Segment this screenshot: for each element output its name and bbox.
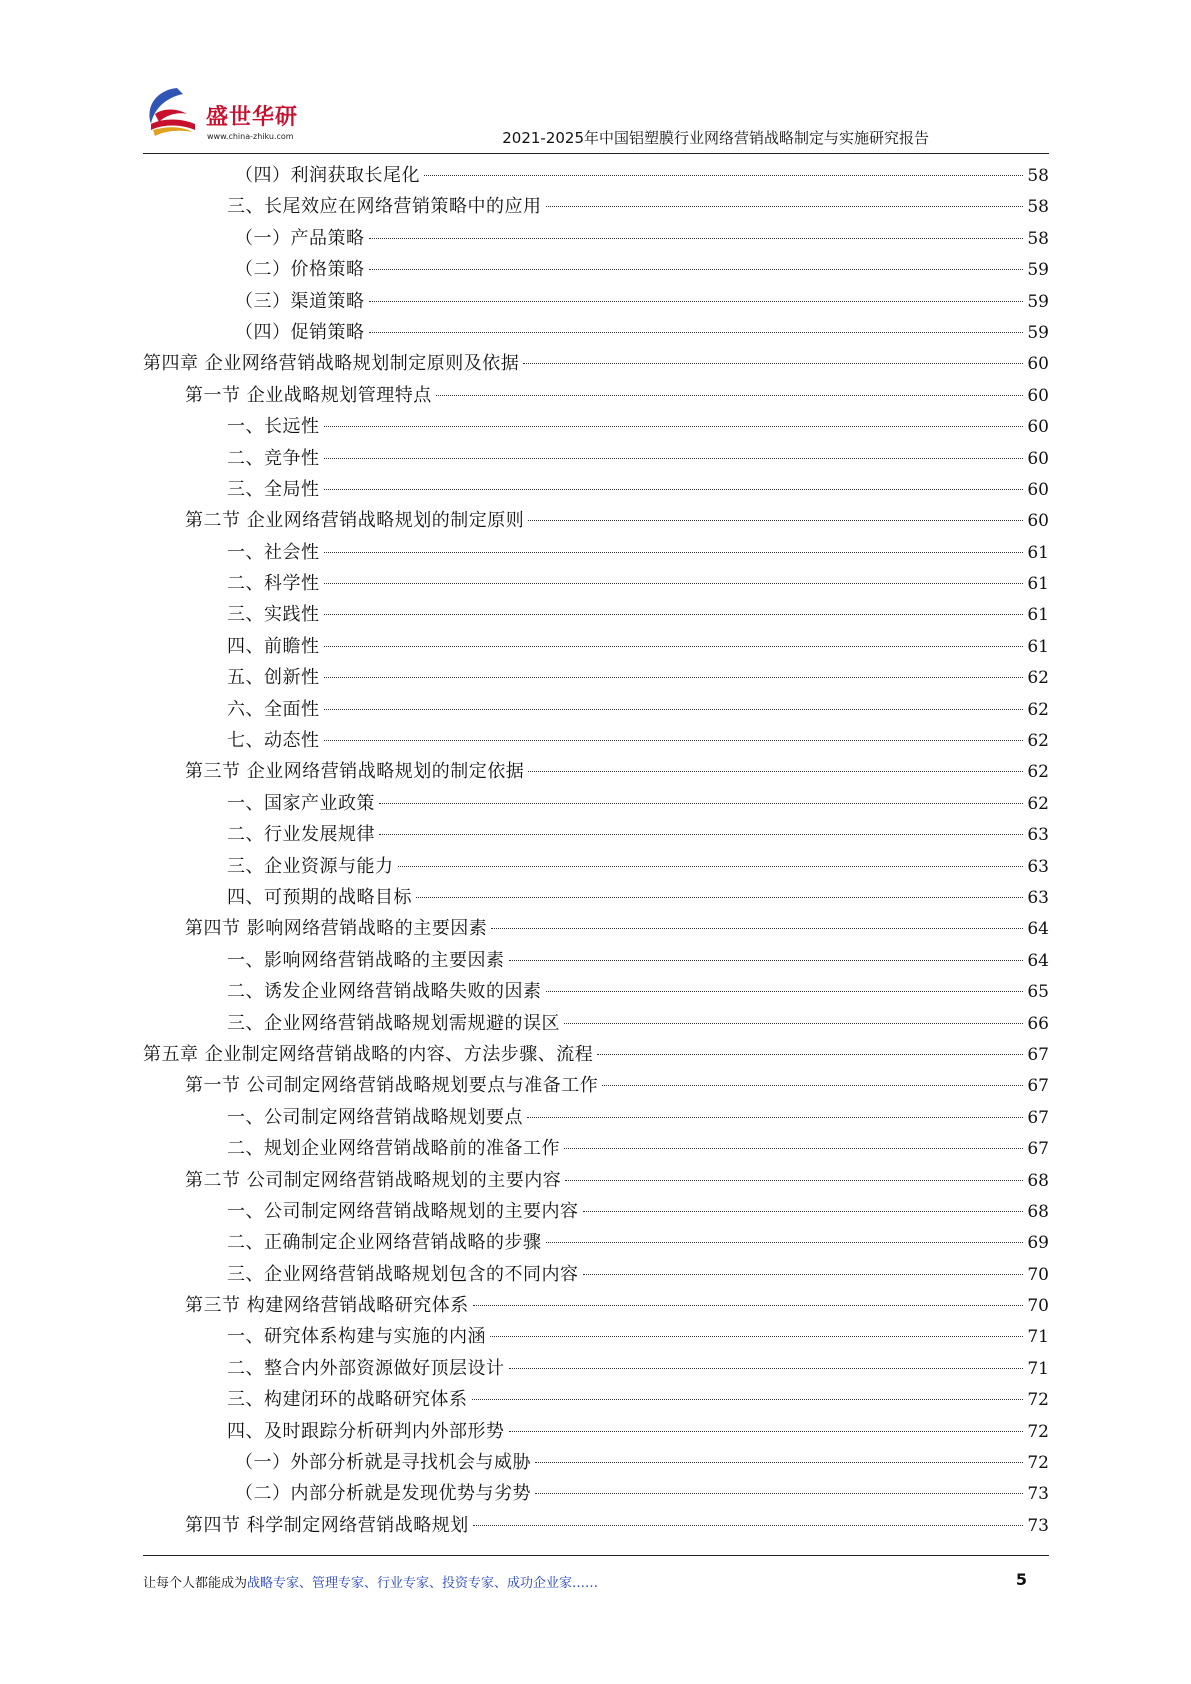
toc-dot-leader — [546, 991, 1024, 992]
toc-entry-label: 第四节 影响网络营销战略的主要因素 — [185, 918, 488, 940]
toc-dot-leader — [564, 1023, 1023, 1024]
page-header — [143, 84, 1049, 150]
toc-entry-page: 72 — [1027, 1390, 1049, 1411]
toc-dot-leader — [583, 1211, 1024, 1212]
toc-dot-leader — [535, 1493, 1023, 1494]
toc-entry-page: 71 — [1027, 1327, 1049, 1348]
toc-entry[interactable] — [143, 381, 1049, 412]
toc-entry-label: 第二节 公司制定网络营销战略规划的主要内容 — [185, 1169, 562, 1191]
toc-dot-leader — [602, 1085, 1023, 1086]
toc-entry-label: 四、可预期的战略目标 — [227, 886, 412, 908]
toc-dot-leader — [369, 332, 1024, 333]
toc-entry-page: 62 — [1027, 668, 1049, 689]
toc-entry-page: 72 — [1027, 1453, 1049, 1474]
toc-dot-leader — [509, 960, 1024, 961]
toc-entry-page: 64 — [1027, 919, 1049, 940]
page-number: 5 — [1015, 1570, 1027, 1589]
toc-dot-leader — [528, 520, 1023, 521]
toc-entry-label: 一、影响网络营销战略的主要因素 — [227, 949, 505, 971]
toc-entry-page: 65 — [1027, 982, 1049, 1003]
toc-entry-label: 二、规划企业网络营销战略前的准备工作 — [227, 1138, 560, 1160]
toc-entry[interactable] — [143, 1322, 1049, 1353]
toc-entry-page: 61 — [1027, 542, 1049, 563]
toc-entry[interactable] — [143, 977, 1049, 1008]
company-logo — [143, 84, 323, 150]
toc-entry-label: 第三节 构建网络营销战略研究体系 — [185, 1295, 469, 1317]
toc-entry[interactable] — [143, 475, 1049, 506]
footer-slogan-prefix: 让每个人都能成为 — [143, 1576, 248, 1591]
toc-entry-label: 第一节 公司制定网络营销战略规划要点与准备工作 — [185, 1075, 599, 1097]
toc-entry-page: 67 — [1027, 1076, 1049, 1097]
table-of-contents — [143, 161, 1049, 1542]
toc-entry-page: 71 — [1027, 1358, 1049, 1379]
toc-entry-label: 第四节 科学制定网络营销战略规划 — [185, 1514, 469, 1536]
toc-entry[interactable] — [143, 161, 1049, 192]
toc-dot-leader — [436, 395, 1024, 396]
toc-entry-label: 三、全局性 — [227, 478, 320, 500]
toc-entry[interactable] — [143, 506, 1049, 537]
toc-dot-leader — [472, 1399, 1024, 1400]
footer-divider — [143, 1555, 1049, 1556]
toc-entry[interactable] — [143, 1228, 1049, 1259]
toc-dot-leader — [473, 1525, 1024, 1526]
toc-entry-label: 一、社会性 — [227, 541, 320, 563]
toc-dot-leader — [565, 1180, 1023, 1181]
toc-entry-page: 59 — [1027, 322, 1049, 343]
toc-dot-leader — [324, 709, 1024, 710]
toc-entry-label: （三）渠道策略 — [235, 290, 365, 312]
toc-dot-leader — [424, 175, 1023, 176]
toc-entry[interactable] — [143, 1291, 1049, 1322]
toc-entry[interactable] — [143, 1479, 1049, 1510]
toc-entry[interactable] — [143, 287, 1049, 318]
toc-dot-leader — [324, 552, 1024, 553]
toc-entry[interactable] — [143, 538, 1049, 569]
header-divider — [143, 153, 1049, 154]
toc-dot-leader — [597, 1054, 1023, 1055]
toc-dot-leader — [473, 1305, 1024, 1306]
toc-entry-page: 59 — [1027, 291, 1049, 312]
toc-entry-page: 60 — [1027, 417, 1049, 438]
toc-entry-label: （一）产品策略 — [235, 227, 365, 249]
toc-dot-leader — [509, 1431, 1024, 1432]
toc-dot-leader — [528, 771, 1023, 772]
toc-entry-page: 73 — [1027, 1484, 1049, 1505]
toc-entry-page: 70 — [1027, 1296, 1049, 1317]
toc-entry-label: 二、正确制定企业网络营销战略的步骤 — [227, 1232, 542, 1254]
toc-entry-page: 64 — [1027, 950, 1049, 971]
toc-entry[interactable] — [143, 1448, 1049, 1479]
toc-entry-page: 62 — [1027, 762, 1049, 783]
toc-entry-page: 61 — [1027, 605, 1049, 626]
toc-entry-label: 三、长尾效应在网络营销策略中的应用 — [227, 196, 542, 218]
toc-entry-label: 三、企业网络营销战略规划需规避的误区 — [227, 1012, 560, 1034]
toc-dot-leader — [324, 426, 1024, 427]
toc-dot-leader — [324, 677, 1024, 678]
toc-entry-page: 67 — [1027, 1107, 1049, 1128]
toc-dot-leader — [564, 1148, 1023, 1149]
toc-entry-label: 三、企业网络营销战略规划包含的不同内容 — [227, 1263, 579, 1285]
toc-entry-label: 一、公司制定网络营销战略规划要点 — [227, 1106, 523, 1128]
toc-entry-label: 六、全面性 — [227, 698, 320, 720]
toc-entry[interactable] — [143, 632, 1049, 663]
toc-entry[interactable] — [143, 883, 1049, 914]
toc-dot-leader — [523, 363, 1023, 364]
toc-entry-label: 第一节 企业战略规划管理特点 — [185, 384, 432, 406]
toc-dot-leader — [509, 1368, 1024, 1369]
toc-entry-page: 62 — [1027, 731, 1049, 752]
toc-entry[interactable] — [143, 695, 1049, 726]
toc-entry[interactable] — [143, 1260, 1049, 1291]
toc-entry-page: 60 — [1027, 448, 1049, 469]
toc-entry-page: 69 — [1027, 1233, 1049, 1254]
toc-entry[interactable] — [143, 569, 1049, 600]
toc-dot-leader — [324, 614, 1024, 615]
toc-entry-label: （二）价格策略 — [235, 259, 365, 281]
toc-dot-leader — [416, 897, 1023, 898]
toc-entry[interactable] — [143, 1009, 1049, 1040]
toc-entry-page: 72 — [1027, 1421, 1049, 1442]
toc-entry-page: 68 — [1027, 1201, 1049, 1222]
toc-dot-leader — [324, 740, 1024, 741]
toc-dot-leader — [379, 803, 1023, 804]
toc-entry-label: 四、及时跟踪分析研判内外部形势 — [227, 1420, 505, 1442]
toc-entry[interactable] — [143, 789, 1049, 820]
toc-entry-label: （二）内部分析就是发现优势与劣势 — [235, 1483, 531, 1505]
toc-entry-label: （一）外部分析就是寻找机会与威胁 — [235, 1452, 531, 1474]
toc-entry-page: 59 — [1027, 260, 1049, 281]
toc-dot-leader — [546, 1242, 1024, 1243]
toc-entry-page: 60 — [1027, 385, 1049, 406]
toc-entry-page: 67 — [1027, 1139, 1049, 1160]
toc-entry-page: 63 — [1027, 825, 1049, 846]
toc-entry-label: 二、竞争性 — [227, 447, 320, 469]
toc-entry-label: 二、科学性 — [227, 573, 320, 595]
toc-dot-leader — [546, 206, 1024, 207]
toc-entry-page: 61 — [1027, 636, 1049, 657]
toc-entry[interactable] — [143, 1354, 1049, 1385]
toc-entry-label: 一、公司制定网络营销战略规划的主要内容 — [227, 1200, 579, 1222]
toc-entry-label: 二、整合内外部资源做好顶层设计 — [227, 1357, 505, 1379]
toc-entry[interactable] — [143, 1385, 1049, 1416]
toc-entry-page: 60 — [1027, 511, 1049, 532]
toc-entry[interactable] — [143, 726, 1049, 757]
toc-entry[interactable] — [143, 1040, 1049, 1071]
toc-dot-leader — [369, 269, 1024, 270]
toc-entry-label: 第五章 企业制定网络营销战略的内容、方法步骤、流程 — [143, 1043, 594, 1065]
toc-dot-leader — [324, 458, 1024, 459]
toc-entry[interactable] — [143, 946, 1049, 977]
toc-entry[interactable] — [143, 757, 1049, 788]
toc-entry-label: 三、企业资源与能力 — [227, 855, 394, 877]
toc-entry-label: 一、长远性 — [227, 416, 320, 438]
toc-entry-label: （四）利润获取长尾化 — [235, 165, 420, 186]
toc-entry-label: 三、实践性 — [227, 604, 320, 626]
toc-entry[interactable] — [143, 224, 1049, 255]
toc-dot-leader — [324, 583, 1024, 584]
toc-dot-leader — [535, 1462, 1023, 1463]
toc-entry-page: 73 — [1027, 1515, 1049, 1536]
footer-slogan-highlight: 战略专家、管理专家、行业专家、投资专家、成功企业家…… — [247, 1576, 599, 1591]
toc-entry-label: 四、前瞻性 — [227, 635, 320, 657]
toc-entry-page: 66 — [1027, 1013, 1049, 1034]
report-title: 2021-2025年中国铝塑膜行业网络营销战略制定与实施研究报告 — [502, 129, 929, 147]
toc-dot-leader — [491, 928, 1023, 929]
toc-entry[interactable] — [143, 1166, 1049, 1197]
toc-entry[interactable] — [143, 820, 1049, 851]
page-footer — [143, 1572, 1049, 1596]
toc-entry[interactable] — [143, 318, 1049, 349]
toc-entry-page: 60 — [1027, 354, 1049, 375]
toc-entry[interactable] — [143, 1197, 1049, 1228]
toc-dot-leader — [527, 1117, 1023, 1118]
toc-entry-page: 63 — [1027, 887, 1049, 908]
toc-dot-leader — [324, 489, 1024, 490]
logo-emblem-icon — [143, 84, 207, 144]
toc-entry[interactable] — [143, 255, 1049, 286]
toc-entry-page: 63 — [1027, 856, 1049, 877]
toc-dot-leader — [583, 1274, 1024, 1275]
toc-entry-label: 一、研究体系构建与实施的内涵 — [227, 1326, 486, 1348]
toc-entry-label: 五、创新性 — [227, 667, 320, 689]
toc-dot-leader — [490, 1336, 1023, 1337]
toc-entry-label: 第二节 企业网络营销战略规划的制定原则 — [185, 510, 525, 532]
toc-entry[interactable] — [143, 852, 1049, 883]
toc-entry[interactable] — [143, 1103, 1049, 1134]
toc-entry-page: 61 — [1027, 574, 1049, 595]
toc-entry[interactable] — [143, 1071, 1049, 1102]
logo-name: 盛世华研 — [206, 105, 299, 130]
toc-dot-leader — [369, 301, 1024, 302]
toc-entry[interactable] — [143, 600, 1049, 631]
logo-url: www.china-zhiku.com — [207, 132, 294, 141]
toc-entry-page: 62 — [1027, 699, 1049, 720]
toc-entry-label: 二、行业发展规律 — [227, 824, 375, 846]
toc-entry[interactable] — [143, 1134, 1049, 1165]
toc-entry[interactable] — [143, 1511, 1049, 1542]
toc-entry-page: 58 — [1027, 197, 1049, 218]
toc-dot-leader — [369, 238, 1024, 239]
toc-entry[interactable] — [143, 914, 1049, 945]
toc-entry-label: 第四章 企业网络营销战略规划制定原则及依据 — [143, 353, 520, 375]
toc-entry[interactable] — [143, 1417, 1049, 1448]
toc-entry-label: （四）促销策略 — [235, 321, 365, 343]
toc-entry-page: 60 — [1027, 479, 1049, 500]
toc-entry-page: 70 — [1027, 1264, 1049, 1285]
toc-entry[interactable] — [143, 663, 1049, 694]
toc-dot-leader — [398, 866, 1024, 867]
toc-entry[interactable] — [143, 349, 1049, 380]
toc-entry-page: 58 — [1027, 166, 1049, 186]
toc-dot-leader — [379, 834, 1023, 835]
toc-entry-page: 67 — [1027, 1044, 1049, 1065]
toc-entry-label: 一、国家产业政策 — [227, 792, 375, 814]
toc-entry-label: 第三节 企业网络营销战略规划的制定依据 — [185, 761, 525, 783]
toc-entry-label: 七、动态性 — [227, 730, 320, 752]
toc-entry-page: 58 — [1027, 228, 1049, 249]
toc-entry[interactable] — [143, 444, 1049, 475]
toc-entry-page: 68 — [1027, 1170, 1049, 1191]
toc-entry-page: 62 — [1027, 793, 1049, 814]
toc-dot-leader — [324, 646, 1024, 647]
toc-entry-label: 二、诱发企业网络营销战略失败的因素 — [227, 981, 542, 1003]
toc-entry-label: 三、构建闭环的战略研究体系 — [227, 1389, 468, 1411]
toc-entry[interactable] — [143, 412, 1049, 443]
toc-entry[interactable] — [143, 192, 1049, 223]
